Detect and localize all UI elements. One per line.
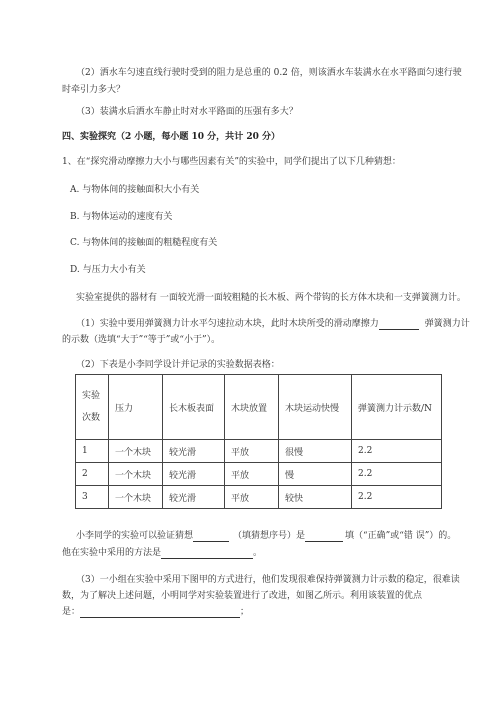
cell-speed: 慢 [279,463,352,486]
cell-pressure: 一个木块 [109,440,163,463]
header-reading: 弹簧测力计示数/N [352,375,442,440]
header-trial-number: 实验 次数 [76,375,109,440]
answer-blank-method[interactable] [161,548,253,559]
q2-line-1: （2）洒水车匀速直线行驶时受到的阻力是总重的 0.2 倍，则该洒水车装满水在水平路面匀速行驶 [76,68,462,78]
answer-blank-advantage[interactable] [80,607,240,618]
q2-line-2: 时牵引力多大？ [62,85,126,95]
option-b: B. 与物体运动的速度有关 [70,212,173,222]
header-board-surface: 长木板表面 [163,375,225,440]
cell-surface: 较光滑 [163,440,225,463]
method-text: 他在实验中采用的方法是 [62,548,162,558]
sub1-line-2: 的示数（选填“大于”“等于”或“小于”）。 [62,335,221,345]
answer-blank-hypothesis[interactable] [193,531,229,542]
cell-placement: 平放 [225,440,279,463]
cell-reading: 2.2 [352,486,442,509]
cell-placement: 平放 [225,486,279,509]
section-title: 四、实验探究（2 小题，每小题 10 分，共计 20 分） [62,132,280,142]
equipment-text: 实验室提供的器材有 一面较光滑一面较粗糙的长木板、两个带钩的长方体木块和一支弹簧测力计。 [76,293,466,303]
cell-pressure: 一个木块 [109,463,163,486]
cell-surface: 较光滑 [163,486,225,509]
cell-speed: 较快 [279,486,352,509]
cell-placement: 平放 [225,463,279,486]
header-speed: 木块运动快慢 [279,375,352,440]
option-c: C. 与物体间的接触面的粗糙程度有关 [70,238,218,248]
sub2-intro: （2）下表是小李同学设计并记录的实验数据表格： [76,360,280,370]
data-table [75,374,442,509]
cell-trial-number: 1 [76,440,109,463]
cell-reading: 2.2 [352,463,442,486]
sub3-end: ； [240,607,250,617]
cell-reading: 2.2 [352,440,442,463]
cell-surface: 较光滑 [163,463,225,486]
verify-text-c: 填（“正确”或“错 误”）的。 [345,531,457,541]
verify-text-b: （填猜想序号）是 [233,531,306,541]
sub3-text-c: 是： [62,607,81,617]
cell-trial-number: 2 [76,463,109,486]
cell-trial-number: 3 [76,486,109,509]
header-placement: 木块放置 [225,375,279,440]
verify-line [76,530,456,542]
table-row [76,440,442,463]
sub1-text-b: 弹簧测力计 [424,319,470,329]
method-line [62,547,262,559]
sub3-line-3 [62,606,249,618]
answer-blank-correctness[interactable] [305,531,343,542]
option-a: A. 与物体间的接触面积大小有关 [70,185,200,195]
method-end: 。 [253,548,263,558]
table-row [76,463,442,486]
cell-speed: 很慢 [279,440,352,463]
sub3-line-1: （3）一小组在实验中采用下图甲的方式进行，他们发现很难保持弹簧测力计示数的稳定，很难读 [76,575,460,585]
answer-blank-friction[interactable] [379,319,419,330]
problem-intro: 1、在“探究滑动摩擦力大小与哪些因素有关”的实验中，同学们提出了以下几种猜想： [62,157,401,167]
sub3-line-2: 数，为了解决上述问题，小明同学对实验装置进行了改进，如图乙所示。利用该装置的优点 [62,591,423,601]
verify-text-a: 小李同学的实验可以验证猜想 [76,531,194,541]
sub1-line-1 [76,318,470,330]
table-row [76,486,442,509]
q3-text: （3）装满水后洒水车静止时对水平路面的压强有多大？ [76,107,298,117]
option-d: D. 与压力大小有关 [70,265,146,275]
table-header-row [76,375,442,440]
header-pressure: 压力 [109,375,163,440]
sub1-text-a: （1）实验中要用弹簧测力计水平匀速拉动木块，此时木块所受的滑动摩擦力 [76,319,379,329]
cell-pressure: 一个木块 [109,486,163,509]
